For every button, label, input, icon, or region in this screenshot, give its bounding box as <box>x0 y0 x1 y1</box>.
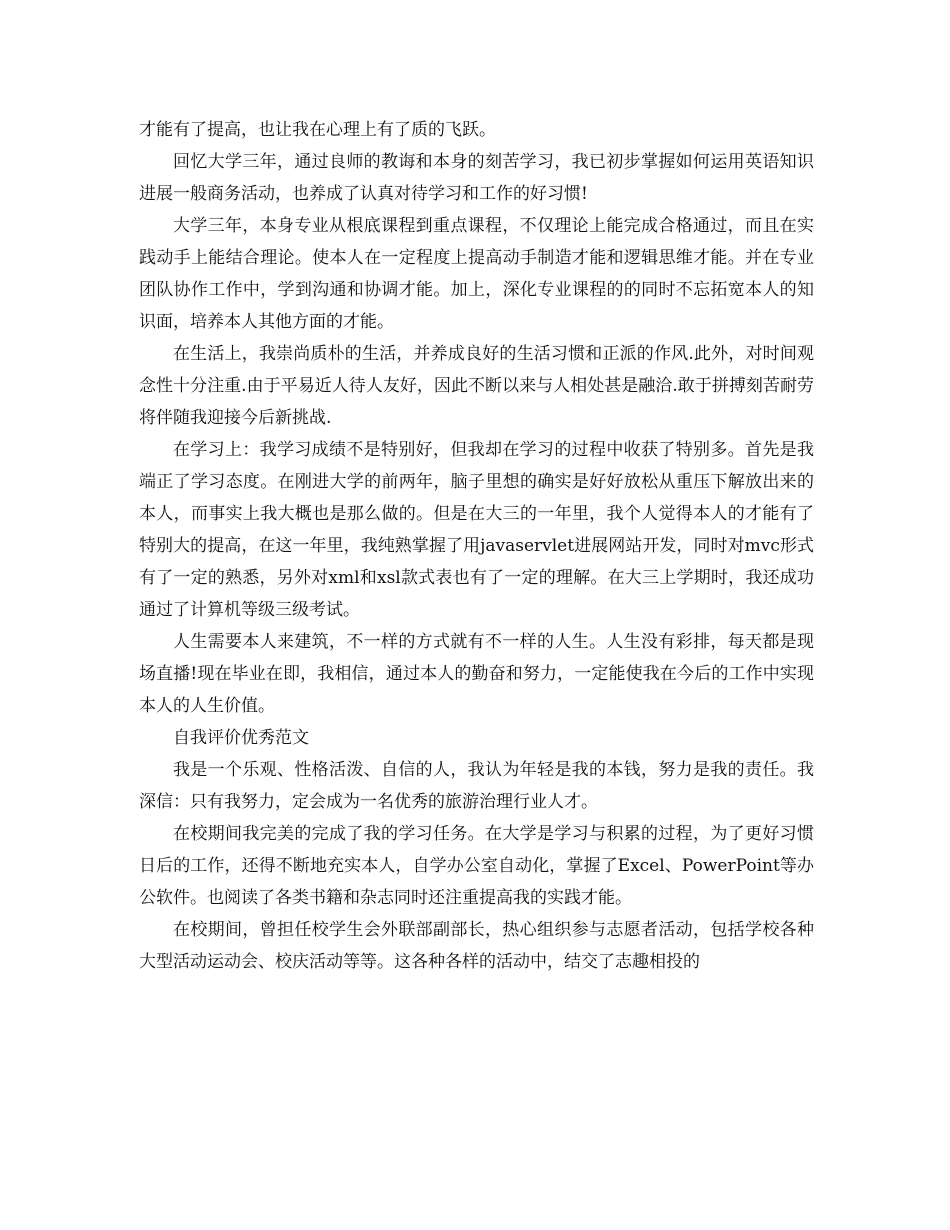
paragraph-6: 人生需要本人来建筑，不一样的方式就有不一样的人生。人生没有彩排，每天都是现场直播!现在毕业在即，我相信，通过本人的勤奋和努力，一定能使我在今后的工作中实现本人的人生价值。 <box>139 632 814 716</box>
paragraph-2: 回忆大学三年，通过良师的教诲和本身的刻苦学习，我已初步掌握如何运用英语知识进展一般商务活动，也养成了认真对待学习和工作的好习惯! <box>139 152 814 204</box>
paragraph-3: 大学三年，本身专业从根底课程到重点课程，不仅理论上能完成合格通过，而且在实践动手上能结合理论。使本人在一定程度上提高动手制造才能和逻辑思维才能。并在专业团队协作工作中，学到沟通和协调才能。加上，深化专业课程的的同时不忘拓宽本人的知识面，培养本人其他方面的才能。 <box>139 216 814 332</box>
paragraph-5: 在学习上：我学习成绩不是特别好，但我却在学习的过程中收获了特别多。首先是我端正了学习态度。在刚进大学的前两年，脑子里想的确实是好好放松从重压下解放出来的本人，而事实上我大概也是那么做的。但是在大三的一年里，我个人觉得本人的才能有了特别大的提高，在这一年里，我纯熟掌握了用javaservlet进展网站开发，同时对mvc形式有了一定的熟悉，另外对xml和xsl款式表也有了一定的理解。在大三上学期时，我还成功通过了计算机等级三级考试。 <box>139 440 814 620</box>
paragraph-8: 在校期间我完美的完成了我的学习任务。在大学是学习与积累的过程，为了更好习惯日后的工作，还得不断地充实本人，自学办公室自动化，掌握了Excel、PowerPoint等办公软件。也阅读了各类书籍和杂志同时还注重提高我的实践才能。 <box>139 824 814 908</box>
section-heading: 自我评价优秀范文 <box>173 728 309 748</box>
paragraph-1: 才能有了提高，也让我在心理上有了质的飞跃。 <box>139 120 496 140</box>
paragraph-4: 在生活上，我崇尚质朴的生活，并养成良好的生活习惯和正派的作风.此外，对时间观念性十分注重.由于平易近人待人友好，因此不断以来与人相处甚是融洽.敢于拼搏刻苦耐劳将伴随我迎接今后新挑战. <box>139 344 814 428</box>
paragraph-9: 在校期间，曾担任校学生会外联部副部长，热心组织参与志愿者活动，包括学校各种大型活动运动会、校庆活动等等。这各种各样的活动中，结交了志趣相投的 <box>139 920 814 972</box>
document-body <box>139 114 814 978</box>
paragraph-7: 我是一个乐观、性格活泼、自信的人，我认为年轻是我的本钱，努力是我的责任。我深信：只有我努力，定会成为一名优秀的旅游治理行业人才。 <box>139 760 814 812</box>
